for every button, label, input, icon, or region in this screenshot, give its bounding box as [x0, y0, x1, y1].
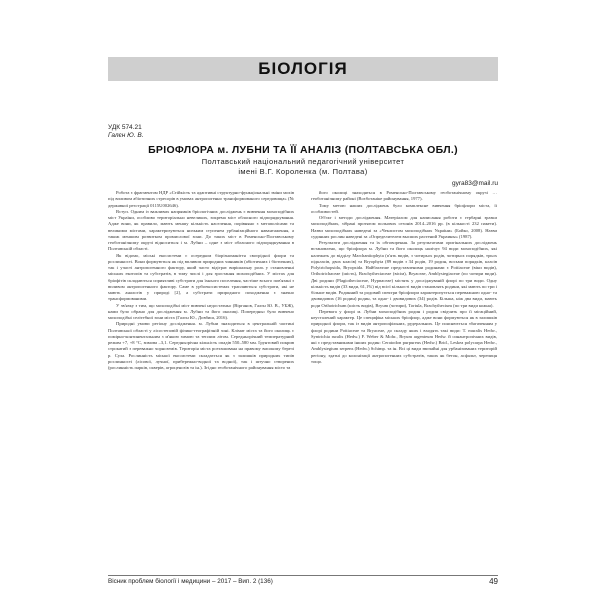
- footer-divider: [108, 575, 498, 576]
- paragraph: Природні умови регіону дослідження. м. Лубни знаходиться в центральній частині Полтавської області у лісостеповій фізико-географічній зоні. Клімат міста та його околиць є помірно-континентальним з м'якою зимою та теплим літом. Середньорічний температурний режим +7, +8 °C, зимова –3,1. Середньорічна кількість опадів 550–580 мм. Ґрунтовий покрив строкатий з переважно чорноземів. Територія міста розташована на правому високому березі р. Сула. Рослинність міської екосистеми складається як з залишків природних типів рослинності (лісової, лучної, прибережно-водної та водної), так і штучно створених (рослинність парків, скверів, агроценозів та ін.). Згідно геоботанічного районування місто та: [108, 321, 294, 370]
- author-email: gyra83@mail.ru: [452, 180, 498, 187]
- journal-citation: Вісник проблем біології і медицини – 2017 – Вип. 2 (136): [108, 578, 273, 585]
- page-number: 49: [489, 577, 498, 586]
- paragraph: Перевага у флорі м. Лубни мохоподібних родин і родин свідчить про її мігаційний, неусталений характер. Це специфіка міських бріофлор, адже вони формуються як в залишків природної флори, так із видів антропофільних, рудеральних. Це пояснюється збагаченням у флорі родини Pottiaceae та Bryaceae, до складу яких і входять такі види: T. muralis Hedw., Syntrichia ruralis (Hedw.) F. Weber & Mohr., Bryum argenteum Hedw. й синантропічних видів, які є представниками інших родин: Ceratodon purpureus (Hedw.) Brid., Leskea polycarpa Hedw., Amblystegium serpens (Hedw.) Schimp. та ін. Всі ці види звичайні для урбанізованих територій регіону, здатні до колонізації антропогенних субстратів, таких як бетон, асфальт, черепиця тощо.: [311, 308, 497, 364]
- paragraph: Об'єкт і методи дослідження. Матеріалом для написання роботи є гербарні зразки мохоподібних, зібрані протягом польових сезонів 2014–2016 рр. (в кількості 232 пакети). Назви мохоподібних наведені за «Чеклистом мохоподібних України» (Бойко, 2008). Назви судинних рослин наведені за «Определителем высших растений Украины» (1987).: [311, 215, 497, 239]
- section-title: БІОЛОГІЯ: [258, 59, 348, 78]
- affiliation-line-2: імені В.Г. Короленка (м. Полтава): [238, 167, 368, 176]
- right-column: [311, 190, 497, 569]
- article-title: БРІОФЛОРА м. ЛУБНИ ТА ЇЇ АНАЛІЗ (ПОЛТАВСЬКА ОБЛ.): [148, 144, 458, 156]
- udk-code: УДК 574.21: [108, 124, 142, 131]
- paragraph: Тому метою наших досліджень було комплексне вивчення бріофлори міста, її особливостей.: [311, 202, 497, 214]
- section-header: [108, 57, 498, 81]
- paragraph: У зв'язку з тим, що мохоподібні міст вивчені недостатньо (Вірганов, Галєн Ю. В., УБЖ), нами було обрано для дослідження м. Лубни та його околиці. Попередньо було вивчено мохоподібні селітебної зони міста (Галєн Ю., Довбиш, 2016).: [108, 302, 294, 320]
- left-column: [108, 190, 294, 569]
- paragraph: його околиці знаходяться в Роменсько-Полтавському геоботанічному окрузі … геоботанічному районі (Воєботаніке районування, 1977).: [311, 190, 497, 202]
- paragraph: Як відомо, міські екосистеми є осередком біорізноманіття своєрідної флори та рослинності. Вони формуються як під впливом природних чинників (абіотичних і біотичних), так і участі антропогенного фактору, який часто відіграє вирішальну роль у становленні міських екотопів та субстратів, в тому числі і для зростання мохоподібних. У містах для бріофітів складаються сприятливі субстрати для їхнього поселення, частіше всього пов'язані з впливом антропогенного фактору. Саме в урбоекосистемах трапляються субстрати, які не мають аналогів у природі [2], а субстрати природного походження є значно трансформованими.: [108, 252, 294, 302]
- article-author: Галєн Ю. В.: [108, 132, 144, 139]
- paragraph: Вступ. Одним із важливих напрямків бріологічних досліджень є вивчення мохоподібних міст України, особливо територіально невеликих, зокрема міст обласного підпорядкування. Адже вони, як правило, мають меншу кількість населення, порівняно з мегаполісами та великими містами, характеризуються низьким ступенем урбанізаційного навантаження, а також меншим розвитком промислової зони. До таких міст в Роменсько-Полтавському геоботанічному окрузі відноситься і м. Лубни – одне з міст обласного підпорядкування в Полтавській області.: [108, 208, 294, 252]
- affiliation-line-1: Полтавський національний педагогічний університет: [201, 157, 405, 166]
- paragraph: Робота є фрагментом НДР «Стійкість та адаптивні структурно-функціональні зміни мохів під впливом абіотичних стресорів в умовах антропогенно трансформованого середовища» (№ державної реєстрації 0115U002646).: [108, 190, 294, 208]
- paragraph: Результати дослідження та їх обговорення. За результатами оригінальних досліджень встановлено, що бріофлора м. Лубни та його околиць налічує 94 види мохоподібних, які належать до відділу Marchantiophyta (п'ять видів, з чотирьох родів, чотирьох порядків, трьох підкласів, двох класів) та Bryophyta (89 видів з 34 родів, 19 родин, восьми порядків, класів Polytrichopsida, Bryopsida. Найбагатше представленими родинами є Pottiaceae (віки видів), Orthotrichaceae (шість), Brachytheciaceae (вісім), Bryaceae, Amblystegiaceae (по чотири види). Дві родини (Plagiotheciaceae, Hypnaceae) містять у досліджуваній флорі по три види. Одну кількість видів (33 види, 61,1%) від всієї кількості видів становлять родини, які мають по три і більше видів. Родинний та родовий спектри бріофлори характеризується переважною одно- та двовидових (16 родин) родин, та одно- і двовидових (34) родів. Більша, ніж два види, мають роди Orthotrichum (шість видів), Bryum (чотири), Tortula, Brachythecium (по три види кожна).: [311, 240, 497, 308]
